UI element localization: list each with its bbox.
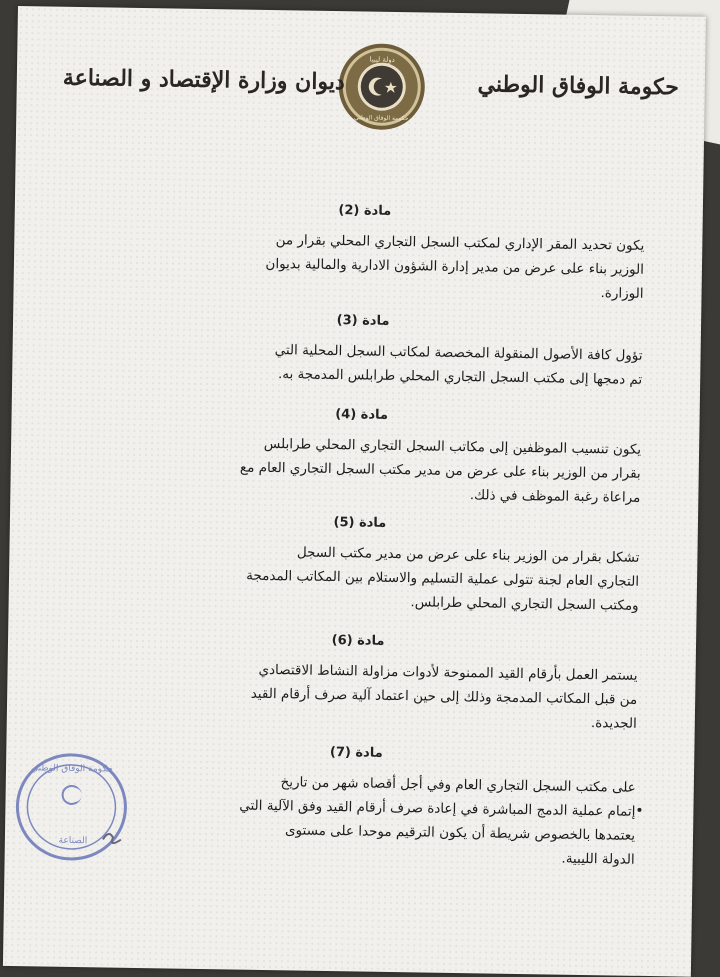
- article-4: [80, 399, 642, 510]
- ministry-name: ديوان وزارة الإقتصاد و الصناعة: [62, 64, 345, 96]
- article-title: مادة (4): [335, 407, 389, 423]
- article-line: تشكل بقرار من الوزير بناء على عرض من مدير مكتب السجل: [296, 544, 640, 566]
- article-line: على مكتب السجل التجاري العام وفي أجل أقصاه شهر من تاريخ: [280, 774, 636, 796]
- article-line: مراعاة رغبة الموظف في ذلك.: [469, 487, 641, 506]
- article-title: مادة (7): [329, 744, 383, 761]
- article-line: الوزارة.: [600, 285, 644, 302]
- margin-mark: [637, 808, 641, 812]
- article-body: [75, 767, 636, 872]
- article-5: [79, 507, 641, 618]
- article-7: [75, 737, 637, 872]
- article-line: الدولة الليبية.: [561, 850, 635, 868]
- document-page: [3, 6, 706, 977]
- article-line: تم دمجها إلى مكتب السجل التجاري المحلي طرابلس المدمجة به.: [277, 366, 643, 388]
- article-line: التجاري العام لجنة تتولى عملية التسليم والاستلام بين المكاتب المدمجة: [246, 567, 640, 590]
- article-body: [77, 655, 638, 736]
- article-3: [82, 305, 643, 392]
- article-line: يستمر العمل بأرقام القيد الممنوحة لأدوات مزاولة النشاط الاقتصادي: [258, 661, 638, 684]
- article-title: مادة (3): [336, 313, 390, 329]
- article-line: من قبل المكاتب المدمجة وذلك إلى حين اعتماد آلية صرف أرقام القيد: [250, 685, 638, 708]
- article-title: مادة (2): [338, 203, 392, 219]
- article-title: مادة (6): [331, 633, 385, 649]
- article-line: تؤول كافة الأصول المنقولة المخصصة لمكاتب السجل المحلية التي: [274, 342, 643, 364]
- official-stamp: [10, 746, 132, 868]
- letterhead: [16, 36, 705, 137]
- article-line: ومكتب السجل التجاري المحلي طرابلس.: [410, 594, 639, 614]
- seal-top-text: دولة ليبيا: [369, 55, 395, 64]
- stamp-text: حكومة الوفاق الوطني: [31, 763, 113, 775]
- article-line: يعتمدها بالخصوص شريطة أن يكون الترقيم موحدا على مستوى: [284, 822, 636, 844]
- article-line: الوزير بناء على عرض من مدير إدارة الشؤون الادارية والمالية بديوان: [265, 255, 645, 278]
- article-line: يكون تحديد المقر الإداري لمكتب السجل التجاري المحلي بقرار من: [275, 232, 645, 254]
- article-body: [80, 429, 641, 510]
- article-body: [82, 335, 643, 392]
- article-title: مادة (5): [333, 515, 387, 531]
- article-2: [83, 195, 645, 306]
- article-body: [83, 225, 644, 306]
- article-body: [79, 537, 640, 618]
- article-line: يكون تنسيب الموظفين إلى مكاتب السجل التجاري المحلي طرابلس: [263, 435, 642, 458]
- article-line: إتمام عملية الدمج المباشرة في إعادة صرف أرقام القيد وفق الآلية التي: [239, 797, 636, 820]
- government-name: حكومة الوفاق الوطني: [477, 71, 680, 101]
- article-line: الجديدة.: [590, 715, 637, 732]
- seal-bottom-text: حكومة الوفاق الوطني: [353, 114, 409, 123]
- stamp-inner-text: الصناعة: [58, 835, 88, 847]
- article-line: بقرار من الوزير بناء على عرض من مدير مكتب السجل التجاري العام مع: [239, 459, 641, 482]
- article-6: [77, 625, 639, 736]
- state-emblem-seal: [336, 41, 427, 132]
